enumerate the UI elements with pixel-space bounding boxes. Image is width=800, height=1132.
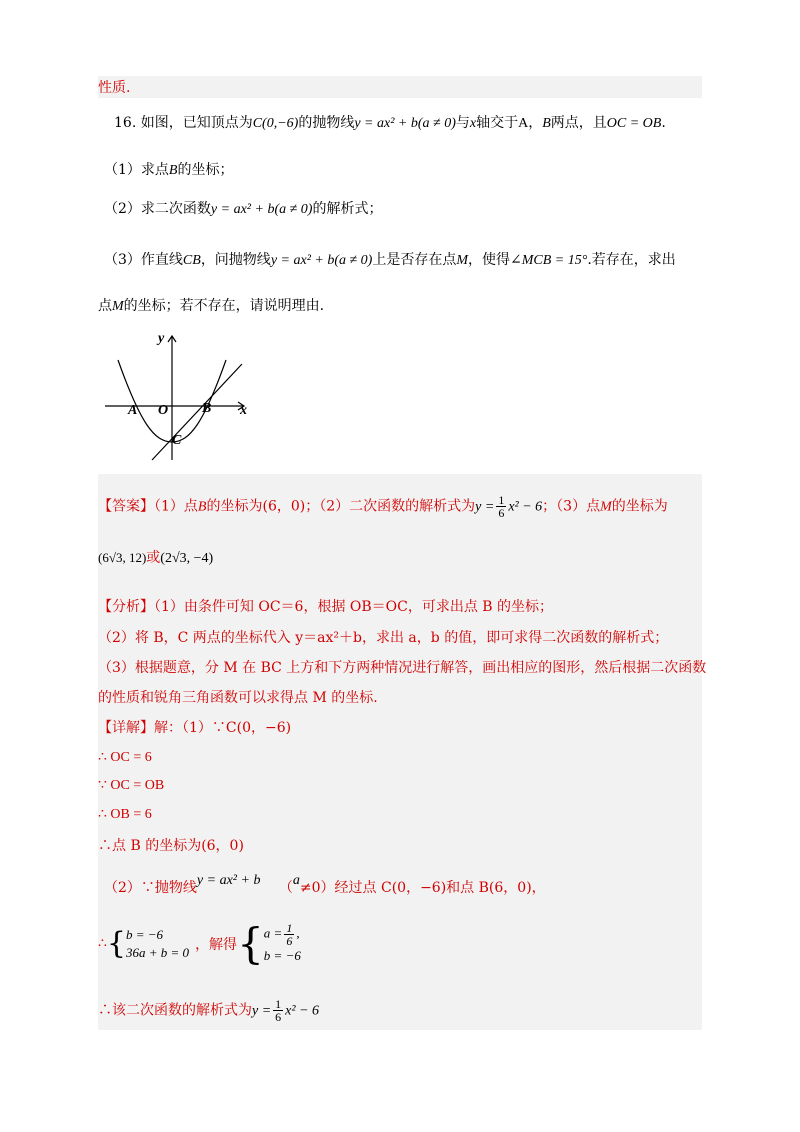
label-a: A	[128, 403, 138, 418]
question-1: （1）求点B的坐标；	[104, 162, 234, 178]
analysis-tag: 【分析】	[98, 599, 154, 615]
answer-tag: 【答案】	[98, 498, 154, 515]
parabola-figure	[100, 322, 260, 462]
analysis-line-3: （3）根据题意，分 M 在 BC 上方和下方两种情况进行解答，画出相应的图形，然后根据二次函数	[98, 660, 707, 676]
equation-system: b = −6 36a + b = 0	[126, 926, 190, 960]
problem-number: 16.	[114, 115, 137, 131]
detail-step-1: ∴ OC = 6	[98, 750, 152, 765]
detail-step-3: ∴ OB = 6	[98, 807, 152, 822]
system-brace-1: {	[106, 925, 127, 961]
label-b: B	[202, 401, 212, 416]
question-3: （3）作直线CB，问抛物线y = ax² + b(a ≠ 0)上是否存在点M，使得∠MCB = 15°.若存在，求出	[104, 252, 676, 268]
question-2: （2）求二次函数y = ax² + b(a ≠ 0)的解析式；	[104, 201, 383, 217]
system-brace-2: {	[237, 918, 264, 968]
answer-line-2: (6√3, 12)或(2√3, −4)	[98, 550, 214, 566]
solution-system: a = $\frac{1}{6}$ , b = −6	[263, 921, 301, 963]
detail-final: ∴该二次函数的解析式为y = $\frac{1}{6}$ x² − 6	[98, 997, 320, 1024]
analysis-line-2: （2）将 B，C 两点的坐标代入 y＝ax²＋b，求出 a，b 的值，即可求得二次函数的解析式；	[98, 630, 669, 646]
analysis-line-1: 【分析】（1）由条件可知 OC＝6，根据 OB＝OC，可求出点 B 的坐标；	[98, 599, 554, 615]
condition: OC = OB	[606, 116, 662, 131]
top-fragment: 性质.	[98, 80, 131, 96]
question-3-cont: 点M的坐标；若不存在，请说明理由.	[98, 298, 325, 314]
parabola-formula: y = ax² + b(a ≠ 0)	[354, 116, 456, 131]
detail-tag: 【详解】	[98, 720, 154, 736]
answer-fraction: $\frac{1}{6}$	[498, 493, 505, 520]
y-axis-label: y	[158, 331, 165, 346]
answer-point-1: (6√3, 12)	[98, 550, 147, 565]
label-o: O	[158, 403, 169, 418]
detail-step-2: ∵ OC = OB	[98, 778, 165, 793]
label-c: C	[172, 433, 182, 448]
answer-line-1: 【答案】（1）点B的坐标为(6，0)；（2）二次函数的解析式为y = $\frac{1}{6}$ x² − 6；（3）点M的坐标为	[98, 493, 668, 520]
analysis-line-4: 的性质和锐角三角函数可以求得点 M 的坐标.	[98, 690, 378, 706]
detail-line-1: 【详解】解：（1）∵C(0，−6)	[98, 720, 292, 736]
x-axis-label: x	[240, 403, 247, 418]
detail-part-2: （2）∵抛物线y = ax² + b （a≠0）经过点 C(0，−6)和点 B(6，0)，	[104, 873, 546, 896]
detail-step-4: ∴点 B 的坐标为(6，0)	[98, 838, 244, 854]
top-band	[98, 76, 702, 98]
answer-point-2: (2√3, −4)	[160, 551, 214, 566]
problem-line-1: 16. 如图，已知顶点为C(0,−6)的抛物线y = ax² + b(a ≠ 0)与x轴交于A，B两点，且OC = OB.	[114, 115, 666, 131]
vertex-point: C(0,−6)	[252, 116, 299, 131]
detail-system: ∴{ b = −6 36a + b = 0 ，解得{ a = $\frac{1}{6}$ , b = −6	[98, 918, 301, 968]
